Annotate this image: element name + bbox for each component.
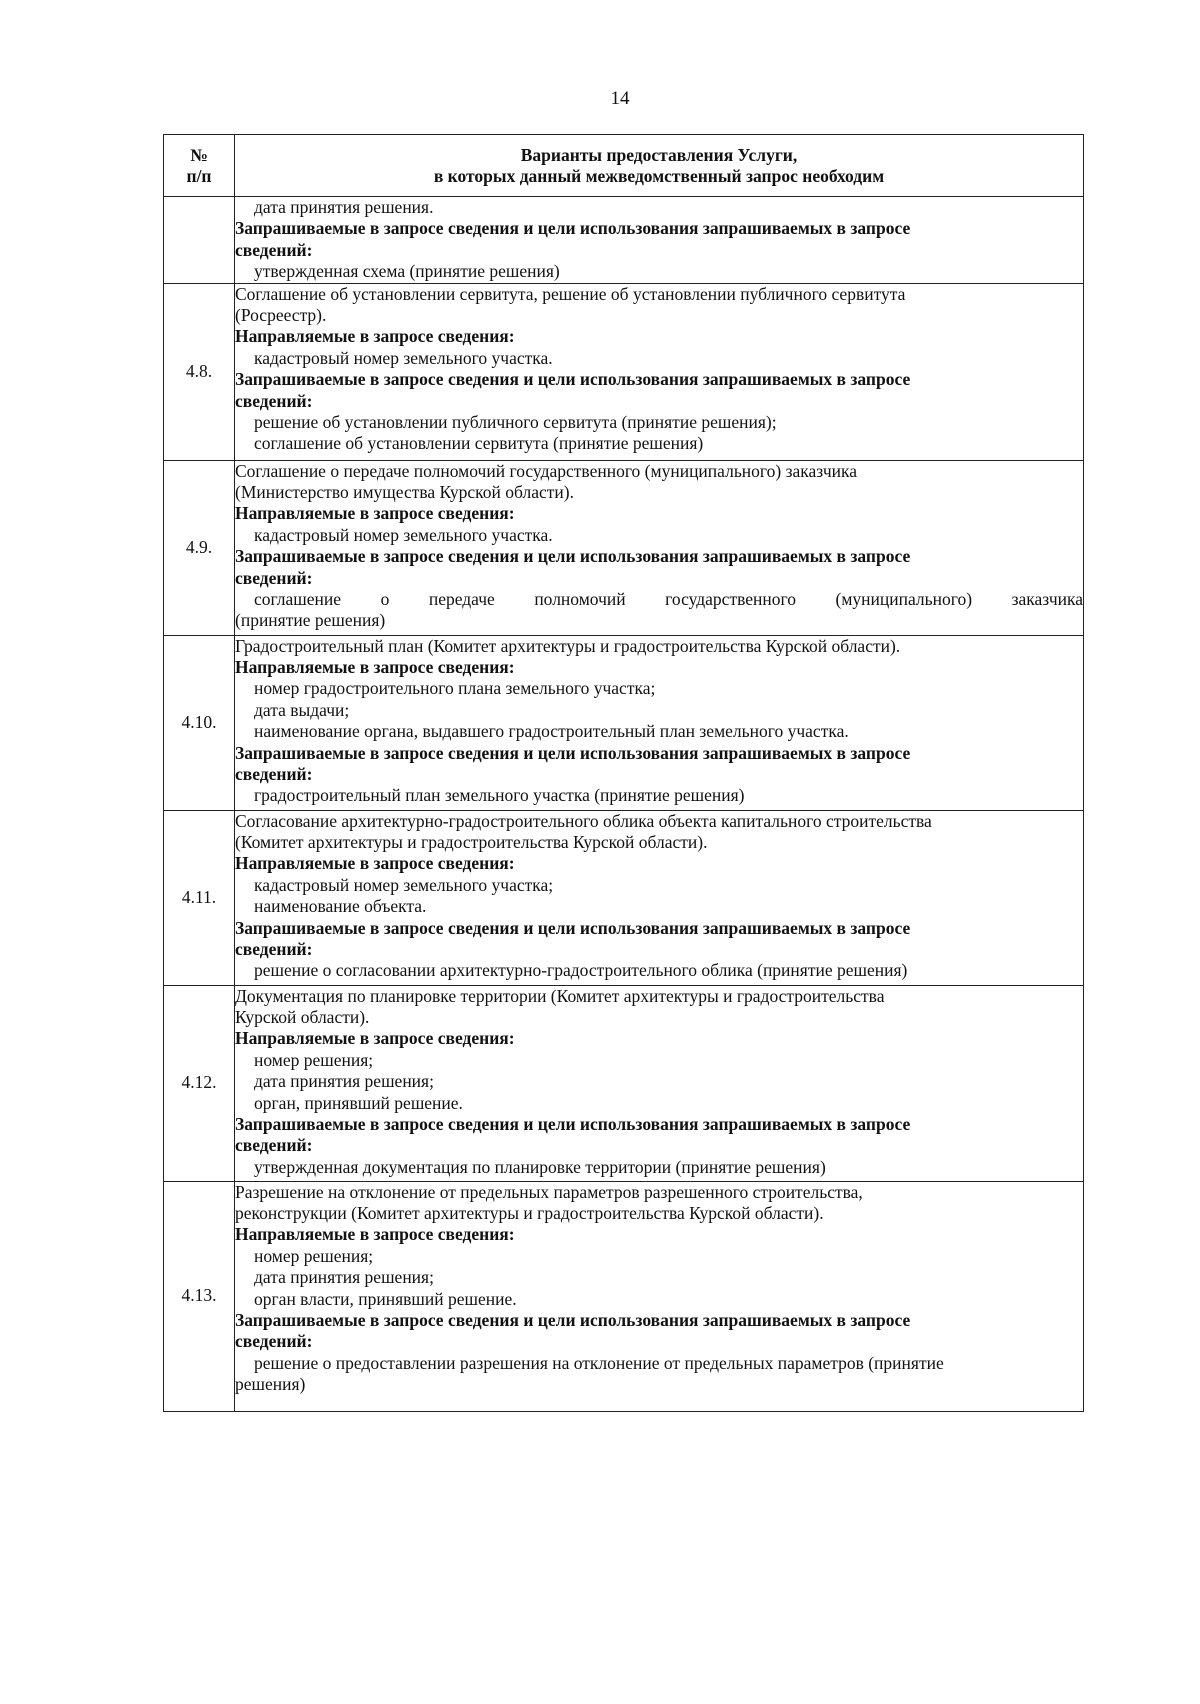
header-number-abbrev: п/п bbox=[186, 165, 212, 186]
row-heading-line: Направляемые в запросе сведения: bbox=[235, 326, 515, 347]
table-row bbox=[164, 635, 1084, 810]
row-text-line: кадастровый номер земельного участка. bbox=[254, 347, 553, 368]
row-text-line: номер решения; bbox=[254, 1049, 374, 1070]
table-body bbox=[164, 197, 1084, 1412]
row-number bbox=[164, 197, 235, 284]
table-row bbox=[164, 283, 1084, 460]
header-title-line-2: в которых данный межведомственный запрос необходим bbox=[433, 165, 885, 186]
row-text-line: наименование органа, выдавшего градостроительный план земельного участка. bbox=[254, 721, 849, 742]
row-text-line: утвержденная схема (принятие решения) bbox=[254, 261, 560, 282]
table-row bbox=[164, 460, 1084, 635]
row-number: 4.11. bbox=[164, 810, 235, 985]
table-row bbox=[164, 810, 1084, 985]
header-number-column bbox=[164, 135, 235, 197]
row-text-line: кадастровый номер земельного участка; bbox=[254, 874, 554, 895]
row-text-line: решение об установлении публичного сервитута (принятие решения); bbox=[254, 412, 777, 433]
row-heading-line: Запрашиваемые в запросе сведения и цели использования запрашиваемых в запросе bbox=[235, 742, 911, 763]
row-text-line: Соглашение об установлении сервитута, решение об установлении публичного сервитута bbox=[235, 283, 906, 304]
row-text-line: градостроительный план земельного участка (принятие решения) bbox=[254, 785, 745, 806]
row-heading-line: Запрашиваемые в запросе сведения и цели использования запрашиваемых в запросе bbox=[235, 218, 911, 239]
row-text-line: Документация по планировке территории (Комитет архитектуры и градостроительства bbox=[235, 985, 885, 1006]
row-text-line: (Министерство имущества Курской области). bbox=[235, 482, 574, 503]
table-row bbox=[164, 197, 1084, 284]
row-text-line: (Комитет архитектуры и градостроительства Курской области). bbox=[235, 832, 708, 853]
row-content bbox=[235, 985, 1084, 1181]
row-heading-line: сведений: bbox=[235, 567, 313, 588]
row-content bbox=[235, 283, 1084, 460]
row-number: 4.12. bbox=[164, 985, 235, 1181]
row-number: 4.13. bbox=[164, 1181, 235, 1411]
row-number: 4.10. bbox=[164, 635, 235, 810]
row-heading-line: Направляемые в запросе сведения: bbox=[235, 503, 515, 524]
table-row bbox=[164, 1181, 1084, 1411]
header-number-sign: № bbox=[190, 144, 208, 165]
row-text-line: утвержденная документация по планировке территории (принятие решения) bbox=[254, 1156, 826, 1177]
header-title-line-1: Варианты предоставления Услуги, bbox=[520, 144, 798, 165]
row-heading-line: Запрашиваемые в запросе сведения и цели использования запрашиваемых в запросе bbox=[235, 369, 911, 390]
row-text-line: Соглашение о передаче полномочий государственного (муниципального) заказчика bbox=[235, 460, 858, 481]
row-content bbox=[235, 810, 1084, 985]
table-row bbox=[164, 985, 1084, 1181]
page-number: 14 bbox=[610, 88, 630, 109]
header-title-column bbox=[235, 135, 1084, 197]
row-text-line: наименование объекта. bbox=[254, 896, 427, 917]
row-text-line: (принятие решения) bbox=[235, 610, 386, 631]
row-heading-line: Запрашиваемые в запросе сведения и цели использования запрашиваемых в запросе bbox=[235, 546, 911, 567]
row-text-line: дата выдачи; bbox=[254, 699, 350, 720]
row-text-line: дата принятия решения; bbox=[254, 1267, 434, 1288]
row-heading-line: Направляемые в запросе сведения: bbox=[235, 1224, 515, 1245]
row-content bbox=[235, 460, 1084, 635]
row-text-line: номер градостроительного плана земельного участка; bbox=[254, 678, 656, 699]
row-text-line: соглашение об установлении сервитута (принятие решения) bbox=[254, 433, 704, 454]
row-text-line: дата принятия решения. bbox=[254, 197, 434, 217]
row-text-line: орган власти, принявший решение. bbox=[254, 1288, 517, 1309]
row-text-line: реконструкции (Комитет архитектуры и градостроительства Курской области). bbox=[235, 1203, 824, 1224]
row-heading-line: сведений: bbox=[235, 1331, 313, 1352]
requests-table bbox=[163, 134, 1084, 1412]
row-content bbox=[235, 197, 1084, 284]
row-heading-line: Запрашиваемые в запросе сведения и цели использования запрашиваемых в запросе bbox=[235, 1310, 911, 1331]
row-heading-line: Направляемые в запросе сведения: bbox=[235, 1028, 515, 1049]
row-content bbox=[235, 635, 1084, 810]
row-heading-line: Направляемые в запросе сведения: bbox=[235, 853, 515, 874]
row-number: 4.9. bbox=[164, 460, 235, 635]
row-content bbox=[235, 1181, 1084, 1411]
row-heading-line: сведений: bbox=[235, 764, 313, 785]
row-heading-line: сведений: bbox=[235, 390, 313, 411]
row-number: 4.8. bbox=[164, 283, 235, 460]
row-text-line: кадастровый номер земельного участка. bbox=[254, 524, 553, 545]
table-header-row bbox=[164, 135, 1084, 197]
row-text-line: Градостроительный план (Комитет архитектуры и градостроительства Курской области). bbox=[235, 635, 901, 656]
row-text-line: решения) bbox=[235, 1374, 306, 1395]
row-text-line: решение о согласовании архитектурно-градостроительного облика (принятие решения) bbox=[254, 960, 908, 981]
row-text-line: Курской области). bbox=[235, 1007, 370, 1028]
row-text-line: номер решения; bbox=[254, 1245, 374, 1266]
row-text-line: решение о предоставлении разрешения на отклонение от предельных параметров (принятие bbox=[254, 1352, 944, 1373]
row-heading-line: Направляемые в запросе сведения: bbox=[235, 657, 515, 678]
row-heading-line: сведений: bbox=[235, 239, 313, 260]
row-text-line: Разрешение на отклонение от предельных параметров разрешенного строительства, bbox=[235, 1181, 863, 1202]
row-heading-line: сведений: bbox=[235, 939, 313, 960]
row-text-line: дата принятия решения; bbox=[254, 1071, 434, 1092]
row-text-line: Согласование архитектурно-градостроительного облика объекта капитального строительства bbox=[235, 810, 932, 831]
row-heading-line: Запрашиваемые в запросе сведения и цели использования запрашиваемых в запросе bbox=[235, 1114, 911, 1135]
row-heading-line: сведений: bbox=[235, 1135, 313, 1156]
row-heading-line: Запрашиваемые в запросе сведения и цели использования запрашиваемых в запросе bbox=[235, 917, 911, 938]
row-text-line: (Росреестр). bbox=[235, 305, 327, 326]
row-text-line: соглашение о передаче полномочий государственного (муниципального) заказчика bbox=[254, 589, 1083, 610]
row-text-line: орган, принявший решение. bbox=[254, 1092, 463, 1113]
